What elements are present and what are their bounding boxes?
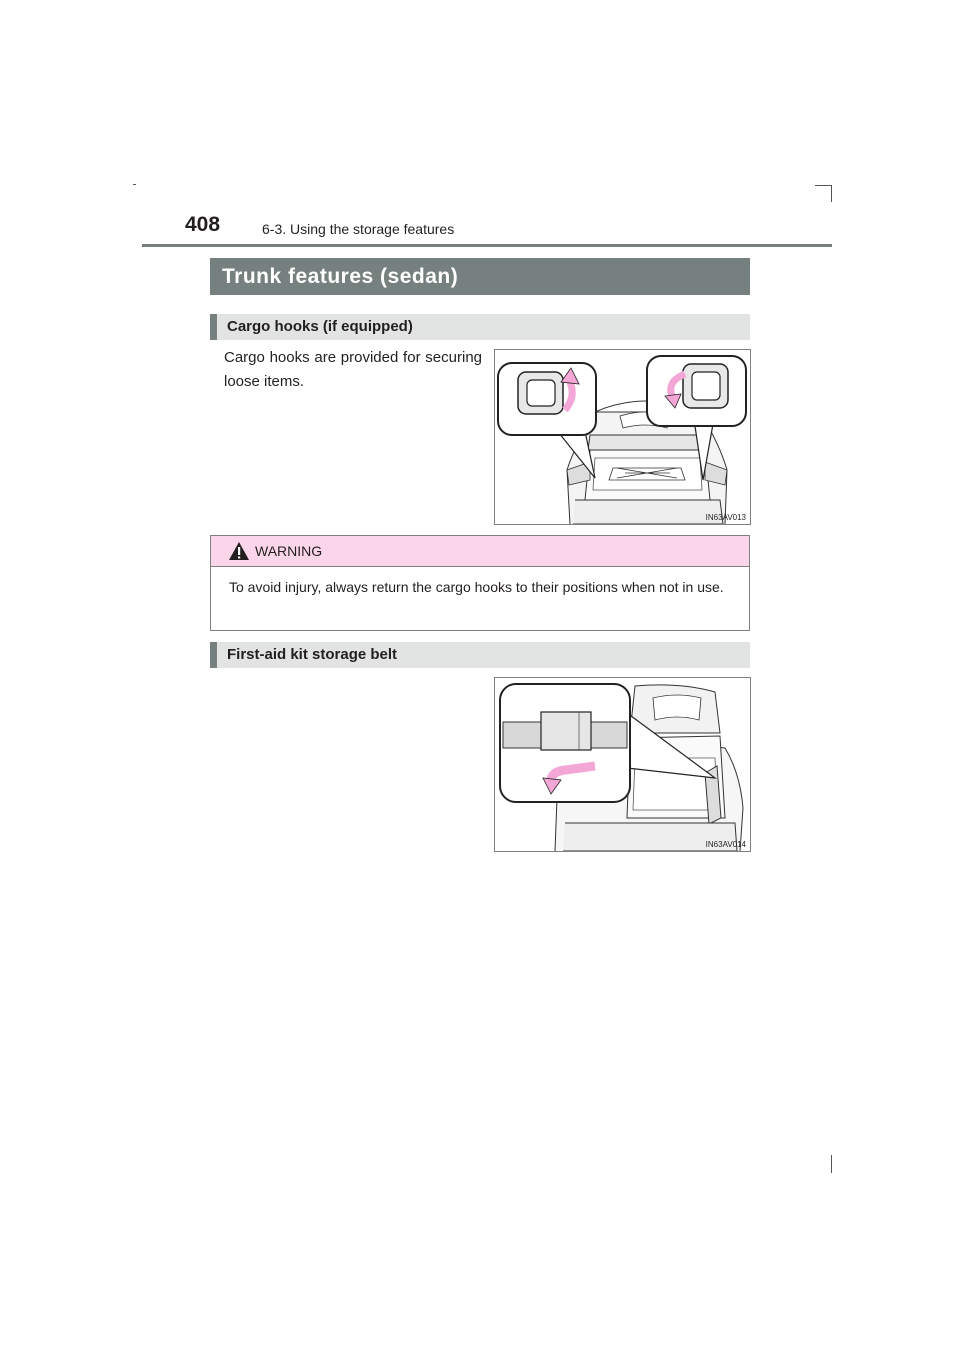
cargo-hooks-heading: Cargo hooks (if equipped) (210, 314, 750, 340)
header-rule (142, 244, 832, 247)
first-aid-illustration (494, 677, 751, 852)
cargo-hooks-text: Cargo hooks are provided for securing loose items. (224, 349, 482, 390)
figure-code: IN63AV013 (705, 513, 746, 522)
figure-code: IN63AV014 (705, 840, 746, 849)
first-aid-drawing (495, 678, 750, 851)
warning-header (211, 536, 749, 567)
warning-label: WARNING (255, 543, 323, 559)
page-number: 408 (185, 213, 221, 236)
cargo-hooks-illustration (494, 349, 751, 525)
warning-text: To avoid injury, always return the cargo hooks to their positions when not in use. (229, 579, 724, 595)
warning-box (210, 535, 750, 631)
crop-mark-top-right-v (831, 185, 832, 202)
crop-mark-top-right-h (815, 185, 832, 186)
cargo-hooks-drawing (495, 350, 750, 524)
warning-triangle-icon (228, 541, 250, 566)
section-title: 6-3. Using the storage features (262, 221, 455, 237)
first-aid-heading: First-aid kit storage belt (210, 642, 750, 668)
main-heading: Trunk features (sedan) (210, 258, 750, 295)
crop-mark-top-left (133, 184, 136, 185)
crop-mark-bottom-right (831, 1155, 832, 1173)
